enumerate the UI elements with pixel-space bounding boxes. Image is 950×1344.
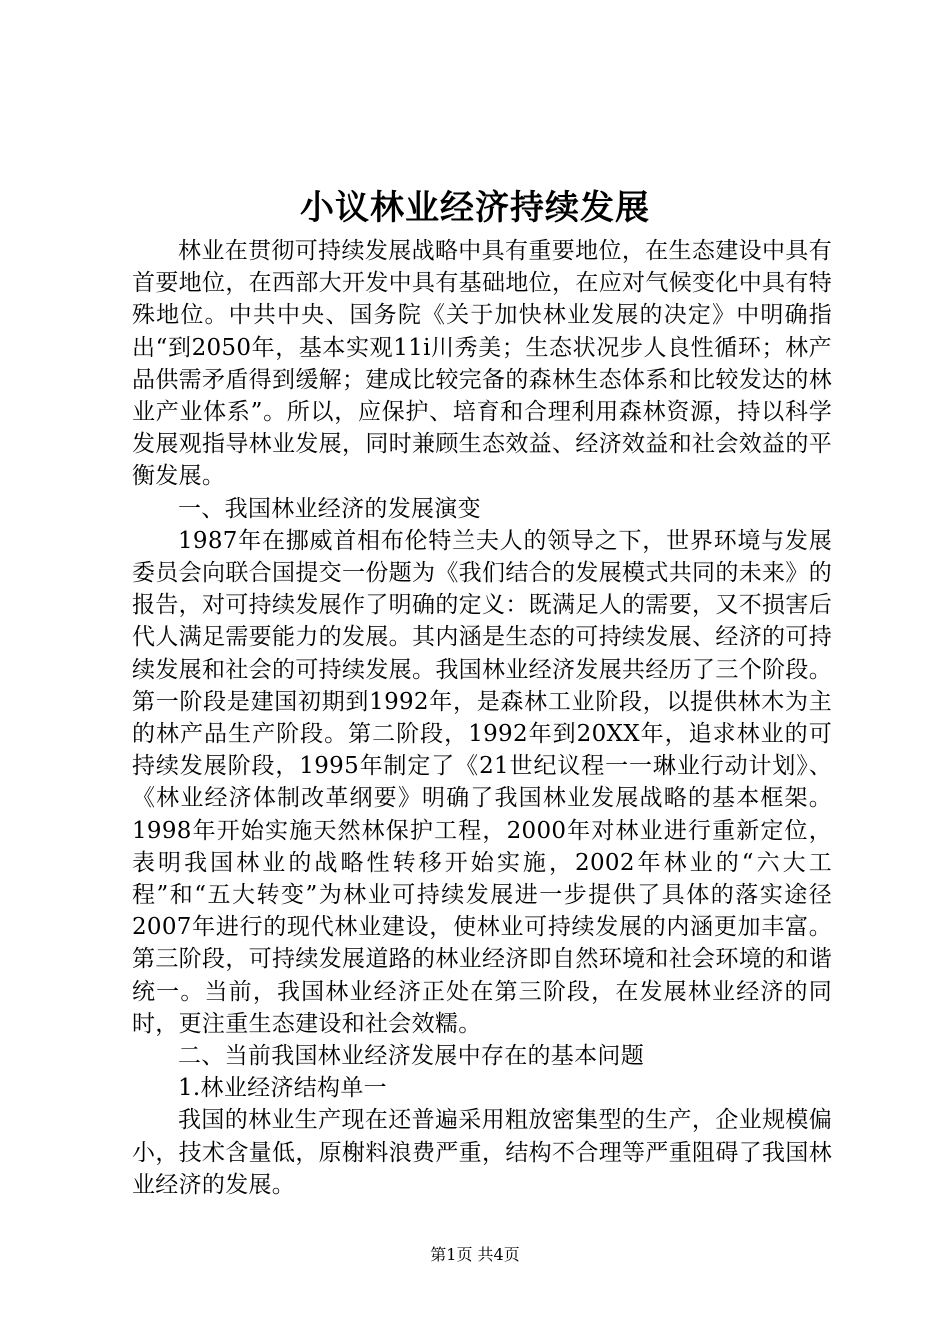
section-heading-1: 一、我国林业经济的发展演变 (178, 495, 481, 522)
section-heading-2: 二、当前我国林业经济发展中存在的基本问题 (178, 1043, 644, 1070)
subsection-heading-1: 1.林业经济结构单一 (178, 1075, 387, 1102)
document-body (132, 235, 832, 1201)
paragraph-intro: 林业在贯彻可持续发展战略中具有重要地位，在生态建设中具有首要地位，在西部大开发中具有基础地位，在应对气候变化中具有特殊地位。中共中央、国务院《关于加快林业发展的决定》中明确指出“到2050年，基本实观11i川秀美；生态状况步人良性循环；林产品供需矛盾得到缓解；建成比较完备的森林生态体系和比较发达的林业产业体系”。所以，应保护、培育和合理利用森林资源，持以科学发展观指导林业发展，同时兼顾生态效益、经济效益和社会效益的平衡发展。 (132, 238, 832, 490)
paragraph-history: 1987年在挪威首相布伦特兰夫人的领导之下，世界环境与发展委员会向联合国提交一份题为《我们结合的发展模式共同的未来》的报告，对可持续发展作了明确的定义：既满足人的需要，又不损害后代人满足需要能力的发展。其内涵是生态的可持续发展、经济的可持续发展和社会的可持续发展。我国林业经济发展共经历了三个阶段。第一阶段是建国初期到1992年，是森林工业阶段，以提供林木为主的林产品生产阶段。第二阶段，1992年到20XX年，追求林业的可持续发展阶段，1995年制定了《21世纪议程一一琳业行动计划》、《林业经济体制改革纲要》明确了我国林业发展战略的基本框架。1998年开始实施天然林保护工程，2000年对林业进行重新定位，表明我国林业的战略性转移开始实施，2002年林业的“六大工程”和“五大转变”为林业可持续发展进一步提供了具体的落实途径2007年进行的现代林业建设，使林业可持续发展的内涵更加丰富。第三阶段，可持续发展道路的林业经济即自然环境和社会环境的和谐统一。当前，我国林业经济正处在第三阶段，在发展林业经济的同时，更注重生态建设和社会效糯。 (132, 527, 832, 1037)
paragraph-structure: 我国的林业生产现在还普遍采用粗放密集型的生产，企业规模偏小，技术含量低，原榭料浪费严重，结构不合理等严重阻碍了我国林业经济的发展。 (132, 1107, 832, 1198)
document-title: 小议林业经济持续发展 (300, 188, 650, 228)
page-footer: 第1页 共4页 (430, 1245, 520, 1264)
